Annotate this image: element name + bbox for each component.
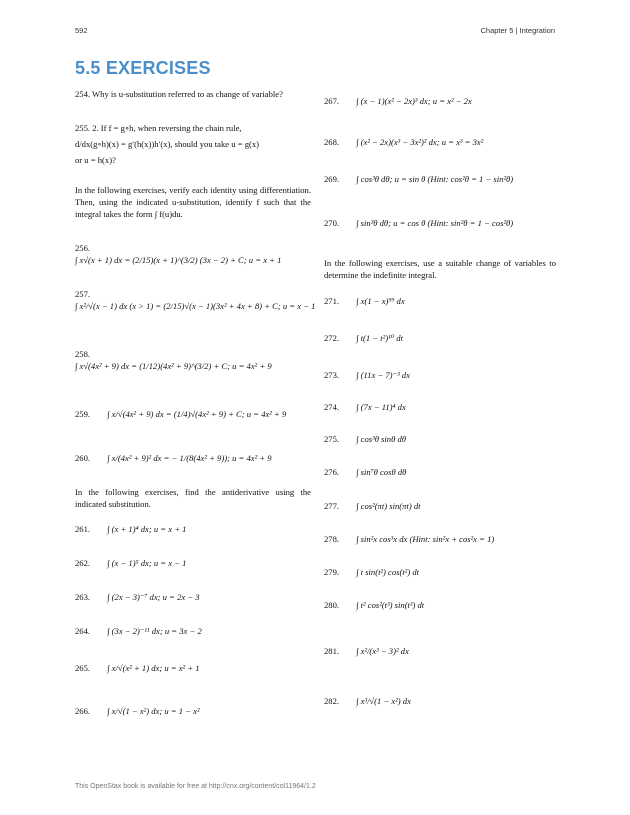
exercise-278: ∫ sin²x cos³x dx (Hint: sin²x + cos²x = 1) xyxy=(356,534,495,544)
section-title: 5.5 EXERCISES xyxy=(75,58,211,78)
exercise-number: 274. xyxy=(324,402,340,412)
exercise-254: 254. Why is u-substitution referred to as change of variable? xyxy=(75,89,283,99)
exercise-272: ∫ t(1 − t²)¹⁰ dt xyxy=(356,333,403,343)
exercise-258: ∫ x√(4x² + 9) dx = (1/12)(4x² + 9)^(3/2) + C; u = 4x² + 9 xyxy=(75,361,272,371)
exercise-number: 276. xyxy=(324,467,340,477)
chapter-header: Chapter 5 | Integration xyxy=(480,26,555,35)
exercise-262: ∫ (x − 1)⁵ dx; u = x − 1 xyxy=(107,558,187,568)
exercise-266: ∫ x/√(1 − x²) dx; u = 1 − x² xyxy=(107,706,200,716)
exercise-number: 277. xyxy=(324,501,340,511)
exercise-267: ∫ (x − 1)(x² − 2x)³ dx; u = x² − 2x xyxy=(356,96,472,106)
instructions-change-of-variables: In the following exercises, use a suitable change of variables to determine the indefinite integral. xyxy=(324,258,556,280)
exercise-268: ∫ (x² − 2x)(x³ − 3x²)² dx; u = x³ = 3x² xyxy=(356,137,484,147)
exercise-261: ∫ (x + 1)⁴ dx; u = x + 1 xyxy=(107,524,187,534)
exercise-number: 262. xyxy=(75,558,91,568)
exercise-number: 261. xyxy=(75,524,91,534)
page-number: 592 xyxy=(75,26,88,35)
exercise-255-line2: d/dx(g∘h)(x) = g′(h(x))h′(x), should you take u = g(x) xyxy=(75,139,260,149)
exercise-276: ∫ sin⁷θ cosθ dθ xyxy=(356,467,407,477)
exercise-265: ∫ x/√(x² + 1) dx; u = x² + 1 xyxy=(107,663,200,673)
exercise-number: 257. xyxy=(75,289,91,299)
exercise-number: 270. xyxy=(324,218,340,228)
exercise-number: 259. xyxy=(75,409,91,419)
exercise-263: ∫ (2x − 3)⁻⁷ dx; u = 2x − 3 xyxy=(107,592,200,602)
exercise-number: 275. xyxy=(324,434,340,444)
exercise-255-line3: or u = h(x)? xyxy=(75,155,116,165)
exercise-number: 272. xyxy=(324,333,340,343)
exercise-271: ∫ x(1 − x)⁹⁹ dx xyxy=(356,296,405,306)
exercise-number: 260. xyxy=(75,453,91,463)
exercise-279: ∫ t sin(t²) cos(t²) dt xyxy=(356,567,420,577)
exercise-number: 280. xyxy=(324,600,340,610)
exercise-256: ∫ x√(x + 1) dx = (2/15)(x + 1)^(3/2) (3x − 2) + C; u = x + 1 xyxy=(75,255,282,265)
exercise-259: ∫ x/√(4x² + 9) dx = (1/4)√(4x² + 9) + C; u = 4x² + 9 xyxy=(107,409,287,419)
exercise-number: 264. xyxy=(75,626,91,636)
exercise-number: 256. xyxy=(75,243,91,253)
exercise-number: 266. xyxy=(75,706,91,716)
exercise-number: 281. xyxy=(324,646,340,656)
exercise-281: ∫ x²/(x³ − 3)² dx xyxy=(356,646,409,656)
instructions-verify: In the following exercises, verify each identity using differentiation. Then, using the indicated u-substitution, identify f such that the integral takes the form ∫ f(u)du. xyxy=(75,185,311,219)
exercise-255-line1: 255. 2. If f = g∘h, when reversing the chain rule, xyxy=(75,123,242,133)
exercise-282: ∫ x³/√(1 − x²) dx xyxy=(356,696,411,706)
exercise-264: ∫ (3x − 2)⁻¹¹ dx; u = 3x − 2 xyxy=(107,626,202,636)
exercise-number: 269. xyxy=(324,174,340,184)
exercise-number: 263. xyxy=(75,592,91,602)
instructions-antiderivative: In the following exercises, find the antiderivative using the indicated substitution. xyxy=(75,487,311,509)
exercise-277: ∫ cos²(πt) sin(πt) dt xyxy=(356,501,421,511)
exercise-274: ∫ (7x − 11)⁴ dx xyxy=(356,402,406,412)
exercise-257: ∫ x²/√(x − 1) dx (x > 1) = (2/15)√(x − 1)(3x² + 4x + 8) + C; u = x − 1 xyxy=(75,301,316,311)
exercise-number: 265. xyxy=(75,663,91,673)
exercise-260: ∫ x/(4x² + 9)² dx = − 1/(8(4x² + 9)); u = 4x² + 9 xyxy=(107,453,272,463)
exercise-number: 273. xyxy=(324,370,340,380)
exercise-number: 278. xyxy=(324,534,340,544)
exercise-number: 279. xyxy=(324,567,340,577)
footer-license: This OpenStax book is available for free at http://cnx.org/content/col11964/1.2 xyxy=(75,783,316,790)
exercise-273: ∫ (11x − 7)⁻³ dx xyxy=(356,370,410,380)
exercise-number: 258. xyxy=(75,349,91,359)
exercise-269: ∫ cos³θ dθ; u = sin θ (Hint: cos²θ = 1 − sin²θ) xyxy=(356,174,514,184)
exercise-275: ∫ cos³θ sinθ dθ xyxy=(356,434,406,444)
exercise-number: 271. xyxy=(324,296,340,306)
exercise-number: 282. xyxy=(324,696,340,706)
exercise-number: 268. xyxy=(324,137,340,147)
exercise-number: 267. xyxy=(324,96,340,106)
exercise-280: ∫ t² cos²(t³) sin(t³) dt xyxy=(356,600,425,610)
exercise-270: ∫ sin³θ dθ; u = cos θ (Hint: sin²θ = 1 − cos²θ) xyxy=(356,218,514,228)
